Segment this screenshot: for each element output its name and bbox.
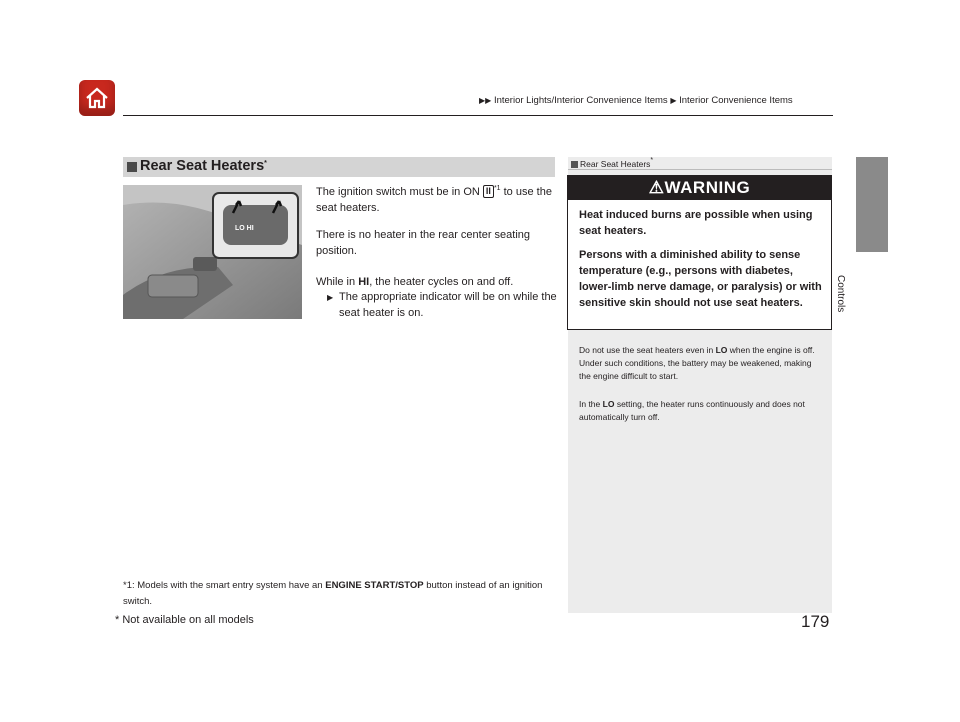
home-button[interactable] <box>79 80 115 116</box>
lo-setting-note: In the LO setting, the heater runs continuously and does not automatically turn off. <box>579 399 805 422</box>
section-title: Rear Seat Heaters* <box>140 158 267 174</box>
hi-mode-text: While in HI, the heater cycles on and off. <box>316 276 514 288</box>
chapter-tab-marker <box>856 157 888 252</box>
note-marker-icon <box>571 161 578 168</box>
notes-heading: Rear Seat Heaters* <box>571 157 653 169</box>
ignition-instruction: The ignition switch must be in ON II $^{*1}$ to use the seat heaters. <box>316 185 552 214</box>
engine-off-note: Do not use the seat heaters even in LO when the engine is off. Under such conditions, the battery may be weakened, making the engine difficult to start. <box>579 345 815 381</box>
breadcrumb-item-2[interactable]: Interior Convenience Items <box>679 95 793 106</box>
section-header <box>123 157 555 177</box>
warning-title: ⚠WARNING <box>648 178 751 197</box>
breadcrumb <box>479 95 793 106</box>
ignition-mode-key: II <box>483 185 494 198</box>
arrow-icon: ▶ <box>670 96 677 105</box>
warning-text-1: Heat induced burns are possible when using seat heaters. <box>579 209 813 237</box>
footnote: *1: Models with the smart entry system have an ENGINE START/STOP button instead of an ignition switch. <box>123 580 543 607</box>
breadcrumb-item-1[interactable]: Interior Lights/Interior Convenience Items <box>493 95 668 106</box>
availability-note: * Not available on all models <box>115 614 254 626</box>
header-divider <box>123 115 833 116</box>
section-square-icon <box>127 162 137 172</box>
notes-divider <box>568 169 832 170</box>
seat-heater-switch-photo <box>123 185 302 319</box>
no-center-heater-note: There is no heater in the rear center seating position. <box>316 229 531 257</box>
double-arrow-icon: ▶▶ <box>479 96 492 105</box>
warning-text-2: Persons with a diminished ability to sense temperature (e.g., persons with diabetes, lower-limb nerve damage, or paralysis) or with sensitive skin should not use seat heaters. <box>579 249 822 309</box>
indicator-note: ▶ The appropriate indicator will be on while the seat heater is on. <box>327 291 557 319</box>
home-icon <box>85 86 109 110</box>
switch-label-text: LO HI <box>235 225 254 232</box>
page-number: 179 <box>801 612 830 631</box>
arrow-icon: ▶ <box>327 293 334 302</box>
chapter-tab-label[interactable]: Controls <box>835 275 846 313</box>
warning-box <box>567 175 832 330</box>
warning-icon: ⚠ <box>648 178 665 197</box>
